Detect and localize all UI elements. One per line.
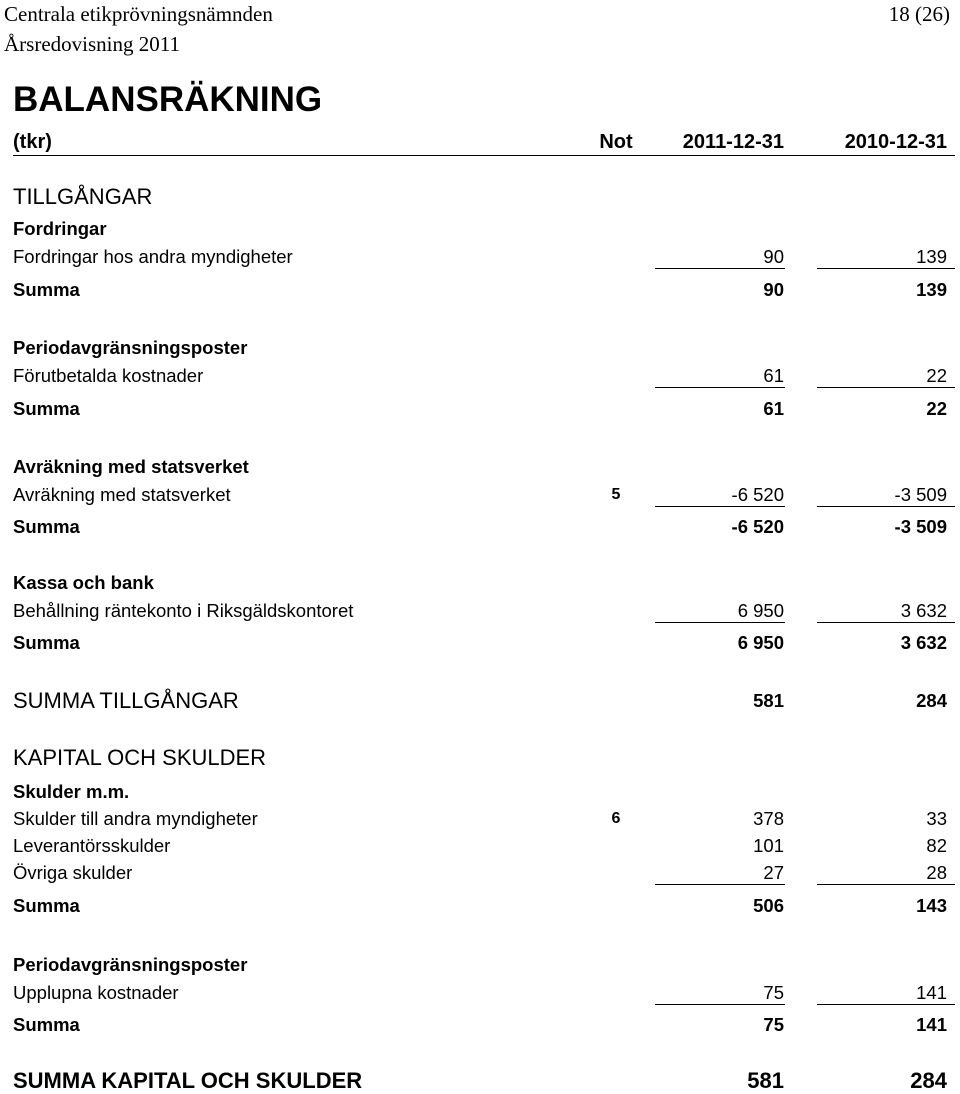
assets-heading: TILLGÅNGAR bbox=[13, 184, 153, 209]
value-2011: 378 bbox=[753, 808, 784, 829]
subtotal-rule bbox=[817, 622, 955, 623]
section-heading: Kassa och bank bbox=[13, 572, 154, 593]
subtotal-rule bbox=[655, 622, 785, 623]
section-heading: Fordringar bbox=[13, 218, 107, 239]
sum-2011: 6 950 bbox=[737, 632, 784, 653]
value-2010: 141 bbox=[916, 982, 947, 1003]
subtotal-rule bbox=[655, 884, 785, 885]
row-label: Upplupna kostnader bbox=[13, 982, 179, 1003]
sum-2011: 506 bbox=[753, 895, 784, 916]
header-rule bbox=[13, 155, 955, 156]
subtotal-rule bbox=[817, 884, 955, 885]
page-title: BALANSRÄKNING bbox=[13, 80, 323, 119]
note-reference: 5 bbox=[611, 486, 621, 503]
column-2010-header: 2010-12-31 bbox=[844, 131, 947, 153]
total-liabilities-label: SUMMA KAPITAL OCH SKULDER bbox=[13, 1068, 363, 1093]
value-2011: 75 bbox=[763, 982, 784, 1003]
row-label: Avräkning med statsverket bbox=[13, 484, 231, 505]
value-2010: 33 bbox=[926, 808, 947, 829]
section-heading: Skulder m.m. bbox=[13, 781, 130, 802]
value-2011: 101 bbox=[753, 835, 784, 856]
row-label: Förutbetalda kostnader bbox=[13, 365, 204, 386]
section-heading: Periodavgränsningsposter bbox=[13, 337, 248, 358]
sum-label: Summa bbox=[13, 398, 80, 419]
sum-2010: 3 632 bbox=[900, 632, 947, 653]
sum-label: Summa bbox=[13, 1014, 80, 1035]
section-heading: Avräkning med statsverket bbox=[13, 456, 249, 477]
value-2010: 139 bbox=[916, 246, 947, 267]
sum-2011: -6 520 bbox=[731, 516, 784, 537]
subtotal-rule bbox=[817, 506, 955, 507]
note-column-header: Not bbox=[599, 131, 633, 153]
subtotal-rule bbox=[655, 1004, 785, 1005]
total-liabilities-2010: 284 bbox=[910, 1068, 947, 1093]
sum-2011: 90 bbox=[763, 279, 784, 300]
sum-2010: 139 bbox=[916, 279, 947, 300]
value-2010: -3 509 bbox=[894, 484, 947, 505]
sum-label: Summa bbox=[13, 632, 80, 653]
report-subtitle: Årsredovisning 2011 bbox=[4, 32, 180, 56]
value-2011: 27 bbox=[763, 862, 784, 883]
value-2011: 6 950 bbox=[737, 600, 784, 621]
row-label: Behållning räntekonto i Riksgäldskontoret bbox=[13, 600, 354, 621]
page-number: 18 (26) bbox=[888, 2, 950, 26]
row-label: Leverantörsskulder bbox=[13, 835, 171, 856]
subtotal-rule bbox=[655, 268, 785, 269]
sum-label: Summa bbox=[13, 895, 80, 916]
sum-label: Summa bbox=[13, 516, 80, 537]
subtotal-rule bbox=[655, 387, 785, 388]
sum-2010: -3 509 bbox=[894, 516, 947, 537]
section-heading: Periodavgränsningsposter bbox=[13, 954, 248, 975]
total-assets-2011: 581 bbox=[753, 690, 784, 711]
value-2010: 28 bbox=[926, 862, 947, 883]
subtotal-rule bbox=[817, 387, 955, 388]
sum-2010: 22 bbox=[926, 398, 947, 419]
column-2011-header: 2011-12-31 bbox=[682, 131, 784, 153]
sum-2010: 141 bbox=[916, 1014, 947, 1035]
total-liabilities-2011: 581 bbox=[747, 1068, 784, 1093]
subtotal-rule bbox=[817, 1004, 955, 1005]
total-assets-2010: 284 bbox=[916, 690, 947, 711]
note-reference: 6 bbox=[611, 810, 621, 827]
unit-label: (tkr) bbox=[13, 131, 52, 153]
value-2010: 22 bbox=[926, 365, 947, 386]
org-name: Centrala etikprövningsnämnden bbox=[4, 2, 273, 26]
value-2011: 90 bbox=[763, 246, 784, 267]
sum-2011: 75 bbox=[763, 1014, 784, 1035]
sum-2010: 143 bbox=[916, 895, 947, 916]
row-label: Skulder till andra myndigheter bbox=[13, 808, 258, 829]
value-2010: 3 632 bbox=[900, 600, 947, 621]
sum-2011: 61 bbox=[763, 398, 784, 419]
total-assets-label: SUMMA TILLGÅNGAR bbox=[13, 688, 239, 713]
liabilities-heading: KAPITAL OCH SKULDER bbox=[13, 745, 267, 770]
subtotal-rule bbox=[817, 268, 955, 269]
value-2011: -6 520 bbox=[731, 484, 784, 505]
sum-label: Summa bbox=[13, 279, 80, 300]
row-label: Fordringar hos andra myndigheter bbox=[13, 246, 293, 267]
row-label: Övriga skulder bbox=[13, 862, 133, 883]
value-2010: 82 bbox=[926, 835, 947, 856]
subtotal-rule bbox=[655, 506, 785, 507]
value-2011: 61 bbox=[763, 365, 784, 386]
